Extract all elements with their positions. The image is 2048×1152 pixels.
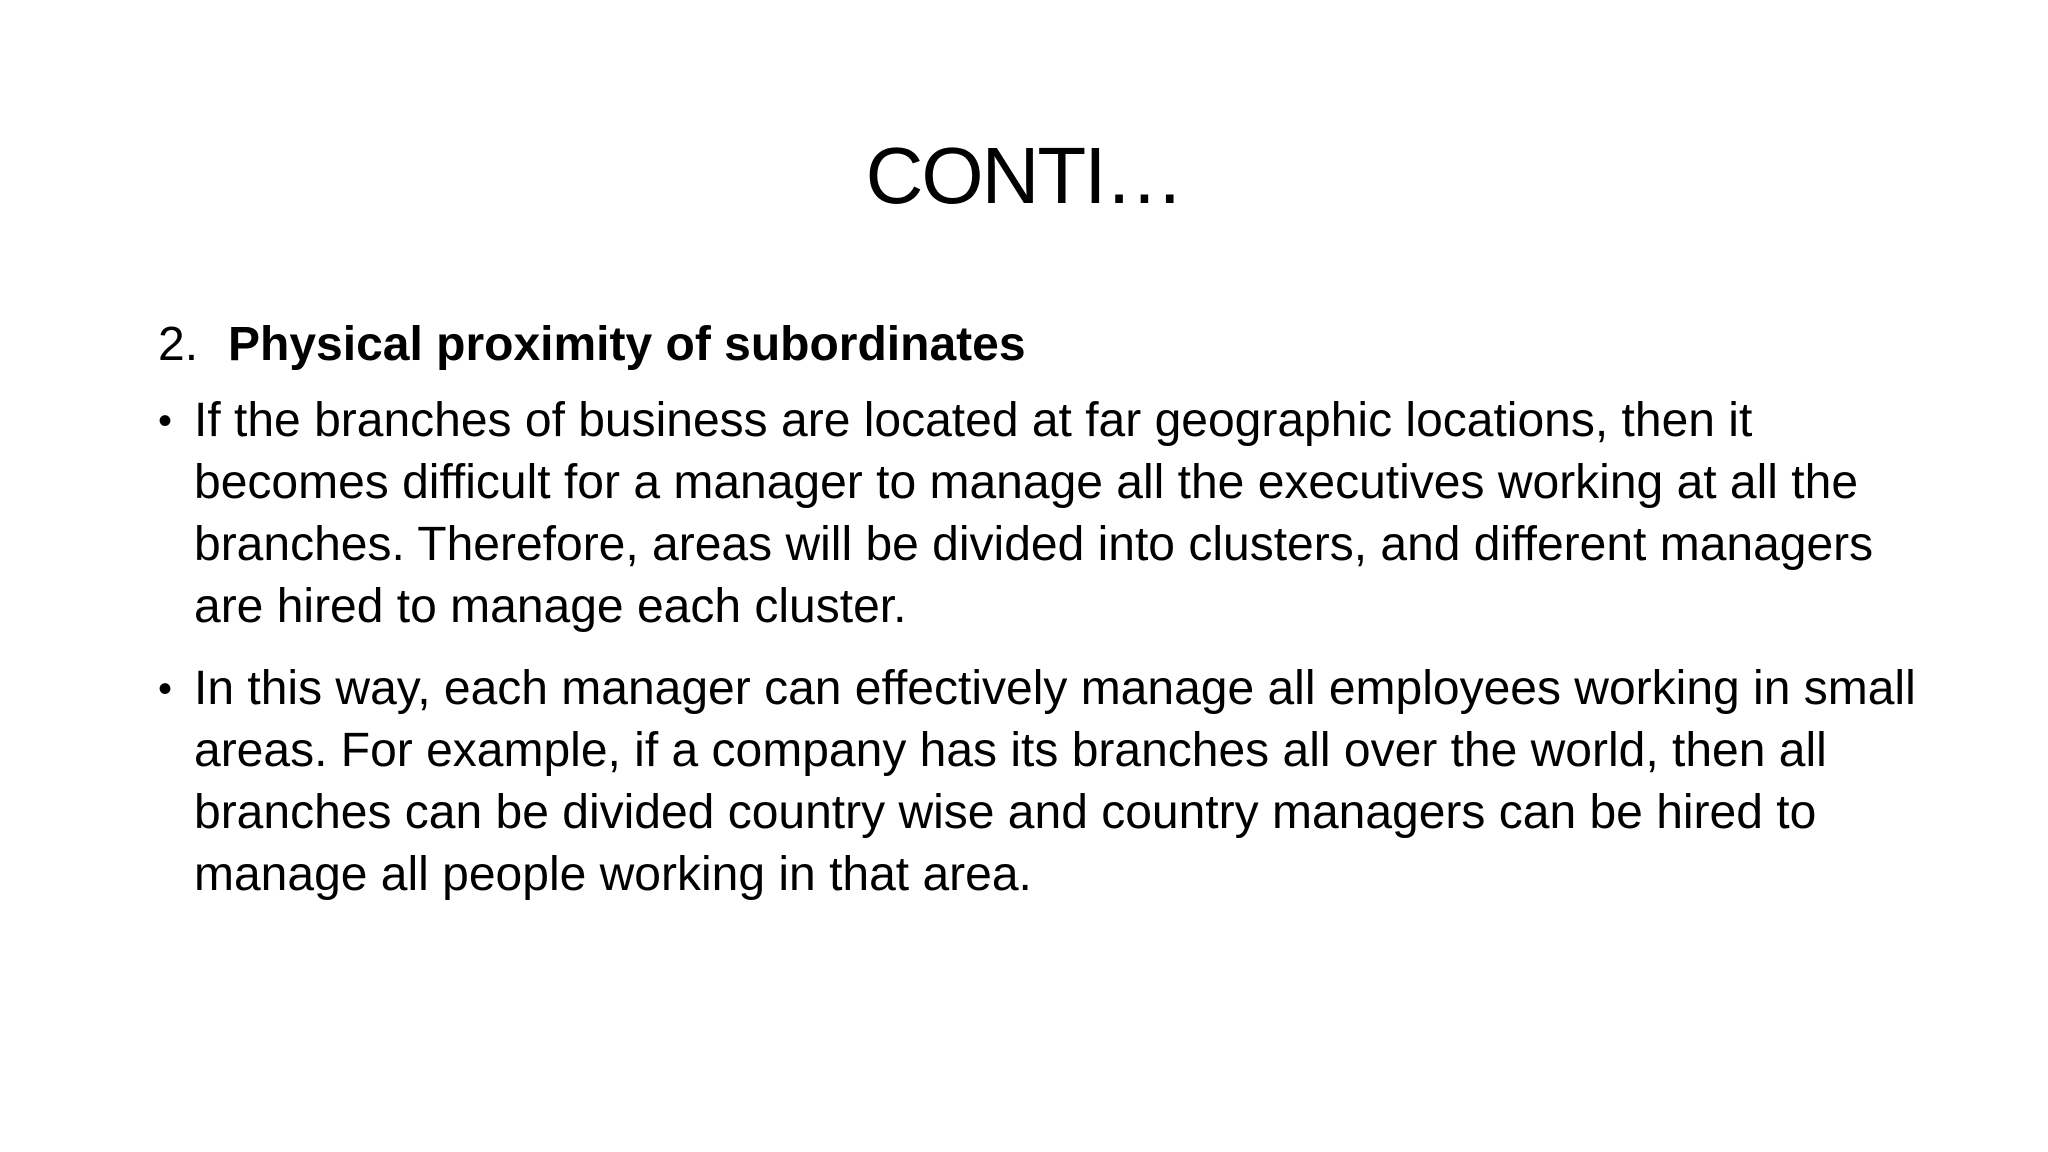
bullet-icon: •	[158, 399, 173, 443]
bullet-item	[158, 390, 1918, 638]
section-number: 2.	[158, 318, 199, 371]
slide-title: CONTI…	[865, 131, 1183, 220]
section-heading-text: Physical proximity of subordinates	[228, 318, 1026, 371]
bullet-icon: •	[158, 667, 173, 711]
bullet-text: In this way, each manager can effectively manage all employees working in small areas. For example, if a company has its branches all over the world, then all branches can be divided country wise and country managers can be hired to manage all people working in that area.	[194, 662, 1916, 901]
bullet-item	[158, 658, 1918, 906]
section-heading	[158, 312, 1918, 378]
bullet-text: If the branches of business are located at far geographic locations, then it becomes difficult for a manager to manage all the executives working at all the branches. Therefore, areas will be divided into clusters, and different managers are hired to manage each cluster.	[194, 394, 1874, 633]
slide-body	[158, 312, 1918, 926]
